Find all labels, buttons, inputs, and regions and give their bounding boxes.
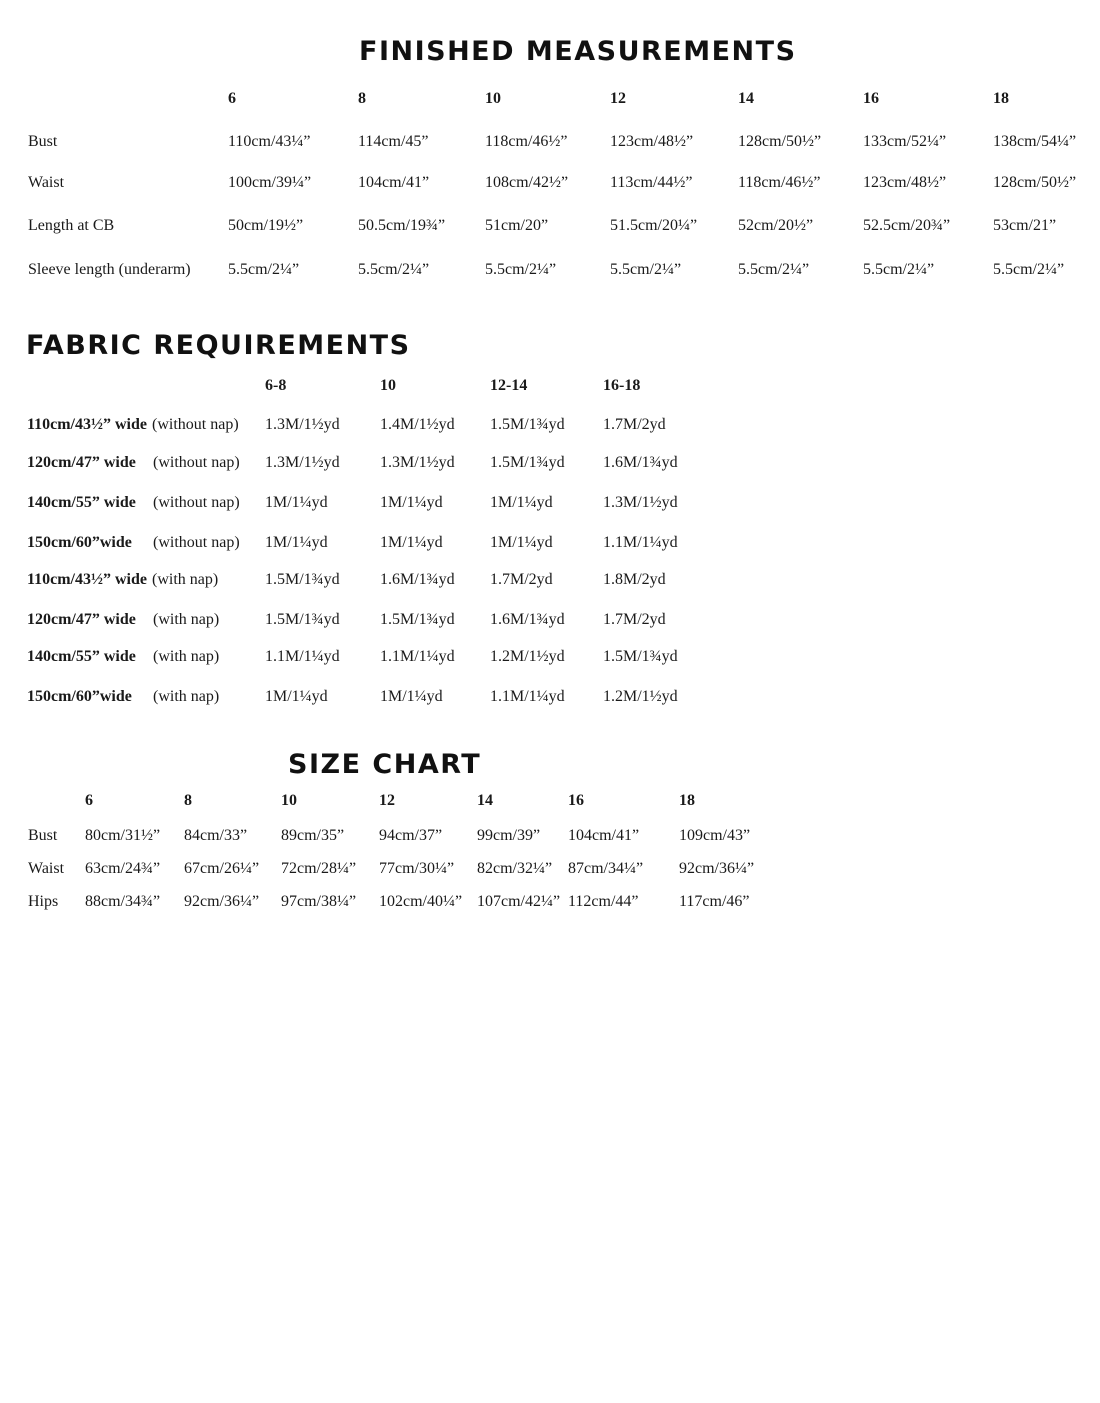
fabric-amount-cell: 1M/1¼yd <box>265 534 328 551</box>
measurement-cell: 128cm/50½” <box>738 133 822 150</box>
fabric-amount-cell: 1.3M/1½yd <box>603 494 678 511</box>
nap-note: (with nap) <box>152 571 219 588</box>
fabric-amount-cell: 1.3M/1½yd <box>380 454 455 471</box>
size-header: 10 <box>281 792 297 809</box>
measurement-cell: 5.5cm/2¼” <box>863 261 935 278</box>
fabric-amount-cell: 1.4M/1½yd <box>380 416 455 433</box>
size-header: 14 <box>738 90 754 107</box>
row-label: Hips <box>28 893 59 910</box>
measurement-cell: 108cm/42½” <box>485 174 569 191</box>
size-range-header: 10 <box>380 377 396 394</box>
row-label: Waist <box>28 174 65 191</box>
fabric-width-label <box>27 417 147 433</box>
fabric-amount-cell: 1M/1¼yd <box>490 534 553 551</box>
measurement-cell: 5.5cm/2¼” <box>610 261 682 278</box>
fabric-amount-cell: 1.1M/1¼yd <box>490 688 565 705</box>
measurement-cell: 97cm/38¼” <box>281 893 357 910</box>
fabric-amount-cell: 1.5M/1¾yd <box>490 416 565 433</box>
fabric-requirements-heading: FABRIC REQUIREMENTS <box>26 330 411 361</box>
fabric-amount-cell: 1.5M/1¾yd <box>265 571 340 588</box>
fabric-amount-cell: 1.6M/1¾yd <box>603 454 678 471</box>
fabric-width: 110cm/43½” wide <box>27 571 147 588</box>
fabric-width-label <box>27 455 136 471</box>
row-label: Bust <box>28 133 58 150</box>
fabric-width: 120cm/47” wide <box>27 611 136 628</box>
fabric-amount-cell: 1.1M/1¼yd <box>265 648 340 665</box>
size-chart-heading: SIZE CHART <box>288 749 482 780</box>
nap-note: (with nap) <box>153 648 220 665</box>
measurement-cell: 133cm/52¼” <box>863 133 947 150</box>
measurement-cell: 67cm/26¼” <box>184 860 260 877</box>
fabric-amount-cell: 1.5M/1¾yd <box>380 611 455 628</box>
nap-note: (without nap) <box>153 534 240 551</box>
fabric-amount-cell: 1M/1¼yd <box>490 494 553 511</box>
fabric-amount-cell: 1M/1¼yd <box>265 688 328 705</box>
measurement-cell: 117cm/46” <box>679 893 750 910</box>
measurement-cell: 50cm/19½” <box>228 217 304 234</box>
nap-note: (without nap) <box>152 416 239 433</box>
size-header: 16 <box>863 90 879 107</box>
measurement-cell: 5.5cm/2¼” <box>228 261 300 278</box>
measurement-cell: 52.5cm/20¾” <box>863 217 951 234</box>
measurement-cell: 51.5cm/20¼” <box>610 217 698 234</box>
size-range-header: 6-8 <box>265 377 287 394</box>
measurement-cell: 5.5cm/2¼” <box>993 261 1065 278</box>
measurement-cell: 87cm/34¼” <box>568 860 644 877</box>
fabric-width-label <box>27 495 136 511</box>
measurement-cell: 104cm/41” <box>568 827 640 844</box>
finished-measurements-heading: FINISHED MEASUREMENTS <box>359 36 797 67</box>
fabric-amount-cell: 1.1M/1¼yd <box>603 534 678 551</box>
measurement-cell: 5.5cm/2¼” <box>358 261 430 278</box>
measurement-cell: 118cm/46½” <box>738 174 821 191</box>
row-label: Bust <box>28 827 58 844</box>
fabric-amount-cell: 1.7M/2yd <box>603 416 666 433</box>
measurement-cell: 88cm/34¾” <box>85 893 161 910</box>
size-header: 8 <box>358 90 366 107</box>
fabric-amount-cell: 1.2M/1½yd <box>603 688 678 705</box>
row-label: Waist <box>28 860 65 877</box>
fabric-amount-cell: 1.7M/2yd <box>603 611 666 628</box>
fabric-width-label <box>27 572 147 588</box>
fabric-amount-cell: 1.8M/2yd <box>603 571 666 588</box>
fabric-amount-cell: 1.6M/1¾yd <box>380 571 455 588</box>
nap-note: (with nap) <box>153 688 220 705</box>
measurement-cell: 107cm/42¼” <box>477 893 561 910</box>
fabric-width-label <box>27 535 132 551</box>
fabric-width: 150cm/60”wide <box>27 688 132 705</box>
size-header: 8 <box>184 792 192 809</box>
fabric-amount-cell: 1.5M/1¾yd <box>603 648 678 665</box>
fabric-width: 120cm/47” wide <box>27 454 136 471</box>
row-label: Sleeve length (underarm) <box>28 261 191 278</box>
fabric-width: 110cm/43½” wide <box>27 416 147 433</box>
size-header: 16 <box>568 792 584 809</box>
fabric-width: 140cm/55” wide <box>27 648 136 665</box>
size-header: 14 <box>477 792 493 809</box>
fabric-amount-cell: 1M/1¼yd <box>380 688 443 705</box>
measurement-cell: 112cm/44” <box>568 893 639 910</box>
measurement-cell: 63cm/24¾” <box>85 860 161 877</box>
measurement-cell: 92cm/36¼” <box>679 860 755 877</box>
nap-note: (without nap) <box>153 494 240 511</box>
measurement-cell: 77cm/30¼” <box>379 860 455 877</box>
measurement-cell: 52cm/20½” <box>738 217 814 234</box>
measurement-cell: 123cm/48½” <box>863 174 947 191</box>
measurement-cell: 84cm/33” <box>184 827 248 844</box>
measurement-cell: 82cm/32¼” <box>477 860 553 877</box>
measurement-cell: 53cm/21” <box>993 217 1057 234</box>
fabric-width-label <box>27 649 136 665</box>
fabric-width-label <box>27 612 136 628</box>
measurement-cell: 99cm/39” <box>477 827 541 844</box>
measurement-cell: 118cm/46½” <box>485 133 568 150</box>
measurement-cell: 102cm/40¼” <box>379 893 463 910</box>
measurement-cell: 89cm/35” <box>281 827 345 844</box>
measurement-cell: 72cm/28¼” <box>281 860 357 877</box>
measurement-cell: 100cm/39¼” <box>228 174 312 191</box>
measurement-cell: 109cm/43” <box>679 827 751 844</box>
size-header: 12 <box>610 90 626 107</box>
fabric-width-label <box>27 689 132 705</box>
measurement-cell: 80cm/31½” <box>85 827 161 844</box>
fabric-amount-cell: 1M/1¼yd <box>380 494 443 511</box>
fabric-amount-cell: 1.3M/1½yd <box>265 454 340 471</box>
fabric-width: 150cm/60”wide <box>27 534 132 551</box>
fabric-amount-cell: 1.1M/1¼yd <box>380 648 455 665</box>
measurement-cell: 123cm/48½” <box>610 133 694 150</box>
measurement-cell: 113cm/44½” <box>610 174 693 191</box>
size-header: 18 <box>993 90 1009 107</box>
measurement-cell: 5.5cm/2¼” <box>485 261 557 278</box>
fabric-width: 140cm/55” wide <box>27 494 136 511</box>
measurement-cell: 138cm/54¼” <box>993 133 1077 150</box>
fabric-amount-cell: 1.2M/1½yd <box>490 648 565 665</box>
size-header: 6 <box>228 90 236 107</box>
size-header: 18 <box>679 792 695 809</box>
measurement-cell: 5.5cm/2¼” <box>738 261 810 278</box>
measurement-cell: 50.5cm/19¾” <box>358 217 446 234</box>
measurement-cell: 94cm/37” <box>379 827 443 844</box>
measurement-cell: 92cm/36¼” <box>184 893 260 910</box>
fabric-amount-cell: 1.3M/1½yd <box>265 416 340 433</box>
size-range-header: 16-18 <box>603 377 641 394</box>
fabric-amount-cell: 1M/1¼yd <box>380 534 443 551</box>
fabric-amount-cell: 1M/1¼yd <box>265 494 328 511</box>
fabric-amount-cell: 1.7M/2yd <box>490 571 553 588</box>
measurement-cell: 110cm/43¼” <box>228 133 311 150</box>
fabric-amount-cell: 1.5M/1¾yd <box>265 611 340 628</box>
measurement-cell: 128cm/50½” <box>993 174 1077 191</box>
row-label: Length at CB <box>28 217 115 234</box>
nap-note: (without nap) <box>153 454 240 471</box>
measurement-cell: 104cm/41” <box>358 174 430 191</box>
size-header: 6 <box>85 792 93 809</box>
size-range-header: 12-14 <box>490 377 528 394</box>
fabric-amount-cell: 1.6M/1¾yd <box>490 611 565 628</box>
size-header: 12 <box>379 792 395 809</box>
measurement-cell: 51cm/20” <box>485 217 549 234</box>
size-header: 10 <box>485 90 501 107</box>
nap-note: (with nap) <box>153 611 220 628</box>
fabric-amount-cell: 1.5M/1¾yd <box>490 454 565 471</box>
measurement-cell: 114cm/45” <box>358 133 429 150</box>
